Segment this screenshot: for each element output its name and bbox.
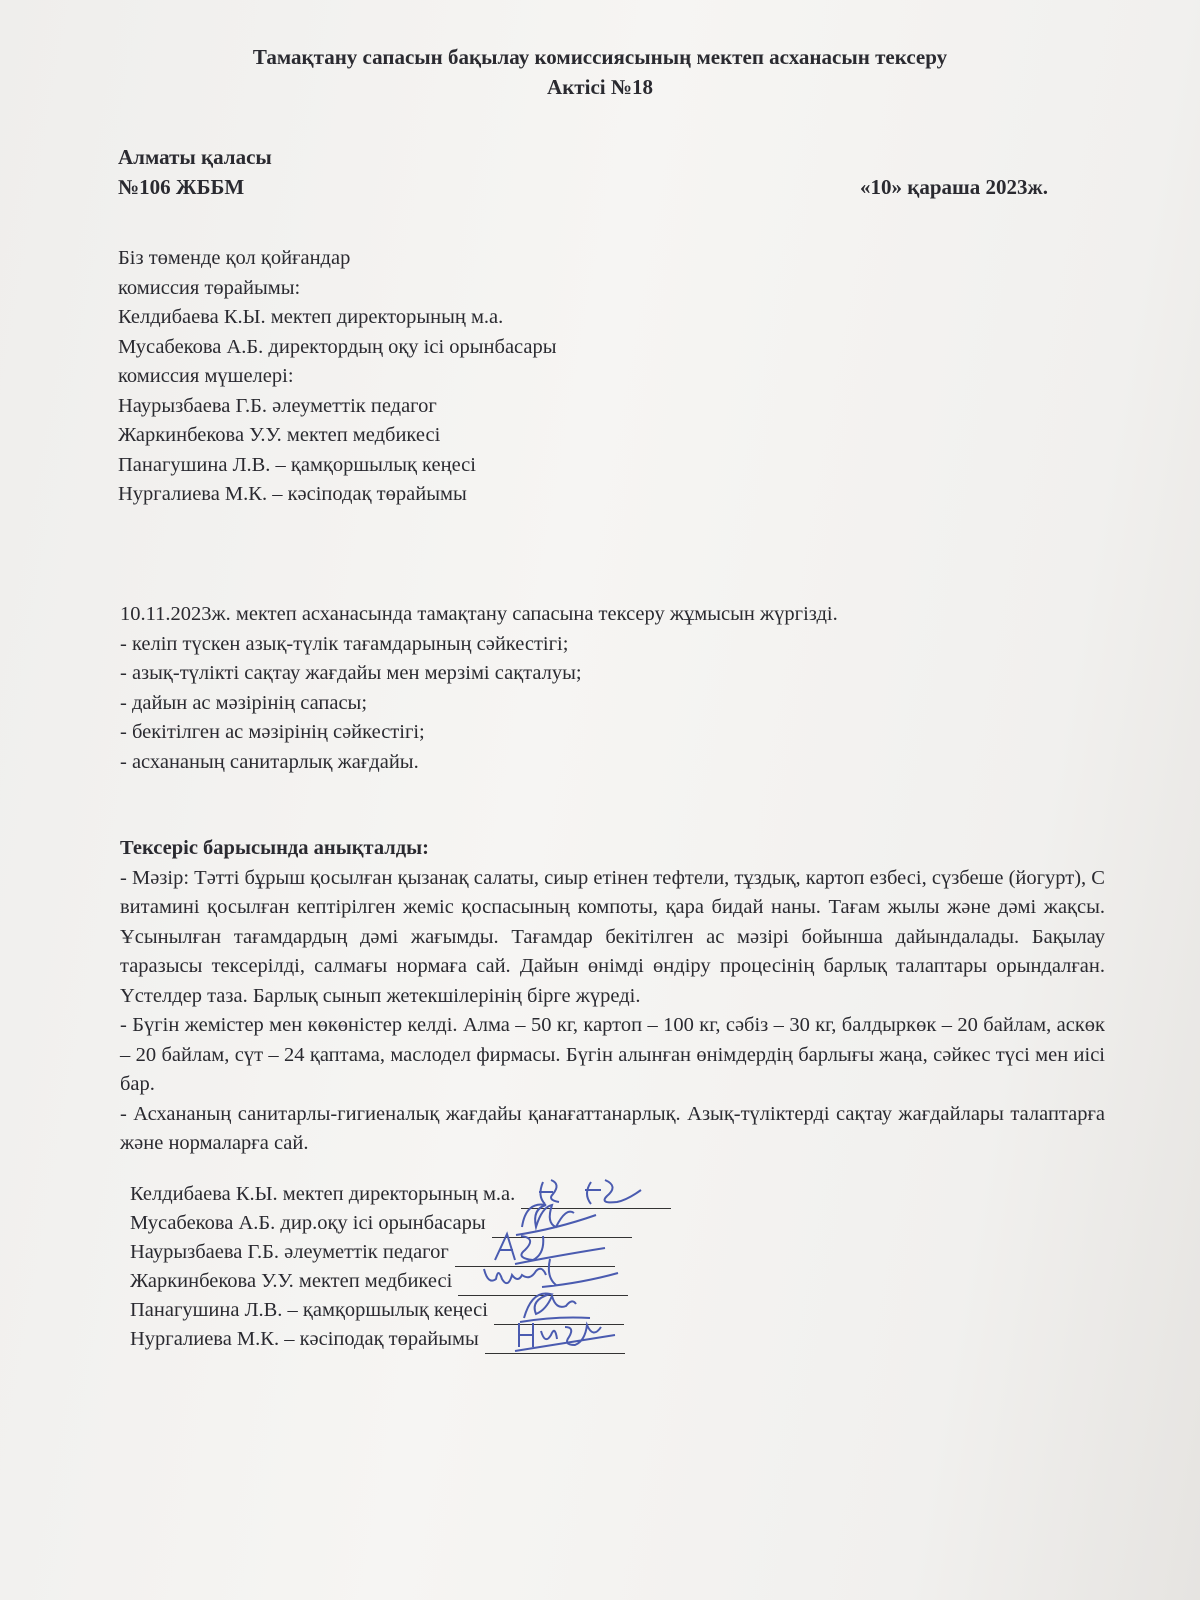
- signatory-text: Панагушина Л.В. – қамқоршылық кеңесі: [130, 1299, 488, 1321]
- title-line-1: Тамақтану сапасын бақылау комиссиясының мектеп асханасын тексеру: [252, 45, 948, 69]
- members-line: комиссия төрайымы:: [118, 276, 301, 299]
- commission-members: [118, 244, 1098, 510]
- check-line: - бекітілген ас мәзірінің сәйкестігі;: [120, 721, 425, 743]
- members-line: Нургалиева М.К. – кәсіподақ төрайымы: [118, 483, 467, 505]
- signatory-text: Келдибаева К.Ы. мектеп директорының м.а.: [130, 1183, 516, 1205]
- check-line: - дайын ас мәзірінің сапасы;: [120, 691, 368, 714]
- check-line: 10.11.2023ж. мектеп асханасында тамақтану сапасына тексеру жұмысын жүргізді.: [120, 603, 838, 625]
- signatory-text: Жаркинбекова У.У. мектеп медбикесі: [130, 1270, 453, 1292]
- city: Алматы қаласы: [118, 145, 272, 169]
- findings-heading: Тексеріс барысында анықталды:: [120, 837, 429, 859]
- members-line: комиссия мүшелері:: [118, 365, 294, 387]
- act-date: «10» қараша 2023ж.: [860, 175, 1048, 199]
- check-line: - азық-түлікті сақтау жағдайы мен мерзімі сақталуы;: [120, 662, 582, 684]
- members-line: Наурызбаева Г.Б. әлеуметтік педагог: [118, 394, 437, 417]
- check-line: - келіп түскен азық-түлік тағамдарының сәйкестігі;: [120, 632, 569, 655]
- inspection-scope: [120, 600, 1100, 777]
- signature-line: [485, 1329, 625, 1354]
- signatory-text: Мусабекова А.Б. дир.оқу ісі орынбасары: [130, 1212, 486, 1234]
- handwritten-signature-icon: [485, 1313, 625, 1357]
- members-line: Мусабекова А.Б. директордың оқу ісі орынбасары: [118, 335, 557, 358]
- findings-paragraph: - Мәзір: Тәтті бұрыш қосылған қызанақ салаты, сиыр етінен тефтели, тұздық, картоп езбесі, сүзбеше (йогурт), С витамині қосылған кептірілген жеміс қоспасының компоты, қара бидай наны. Тағам жылы және дәмі жақсы. Ұсынылған тағамдардың дәмі жағымды. Тағамдар бекітілген ас мәзірі бойынша дайындалады. Бақылау таразысы тексерілді, салмағы нормаға сай. Дайын өнімді өндіру процесінің барлық талаптары орындалған. Үстелдер таза. Барлық сынып жетекшілерінің бірге жүреді.: [120, 866, 1105, 1007]
- members-line: Панагушина Л.В. – қамқоршылық кеңесі: [118, 453, 476, 476]
- members-line: Келдибаева К.Ы. мектеп директорының м.а.: [118, 306, 504, 328]
- inspection-findings: [120, 834, 1105, 1159]
- signature-row: [130, 1325, 671, 1354]
- signatory-text: Наурызбаева Г.Б. әлеуметтік педагог: [130, 1241, 449, 1263]
- check-line: - асхананың санитарлық жағдайы.: [120, 750, 419, 773]
- title-line-2: Актісі №18: [547, 75, 653, 99]
- document-title: [0, 42, 1200, 102]
- members-line: Жаркинбекова У.У. мектеп медбикесі: [118, 424, 441, 446]
- document-header: [118, 142, 1048, 202]
- members-line: Біз төменде қол қойғандар: [118, 247, 351, 269]
- signature-block: [130, 1180, 671, 1354]
- findings-paragraph: - Асхананың санитарлы-гигиеналық жағдайы қанағаттанарлық. Азық-түліктерді сақтау жағдайлары талаптарға және нормаларға сай.: [120, 1102, 1105, 1154]
- signatory-text: Нургалиева М.К. – кәсіподақ төрайымы: [130, 1328, 479, 1350]
- findings-paragraph: - Бүгін жемістер мен көкөністер келді. Алма – 50 кг, картоп – 100 кг, сәбіз – 30 кг, балдыркөк – 20 байлам, аскөк – 20 байлам, сүт – 24 қаптама, маслодел фирмасы. Бүгін алынған өнімдердің барлығы жаңа, сәйкес түсі мен иісі бар.: [120, 1014, 1105, 1095]
- school-name: №106 ЖББМ: [118, 175, 245, 199]
